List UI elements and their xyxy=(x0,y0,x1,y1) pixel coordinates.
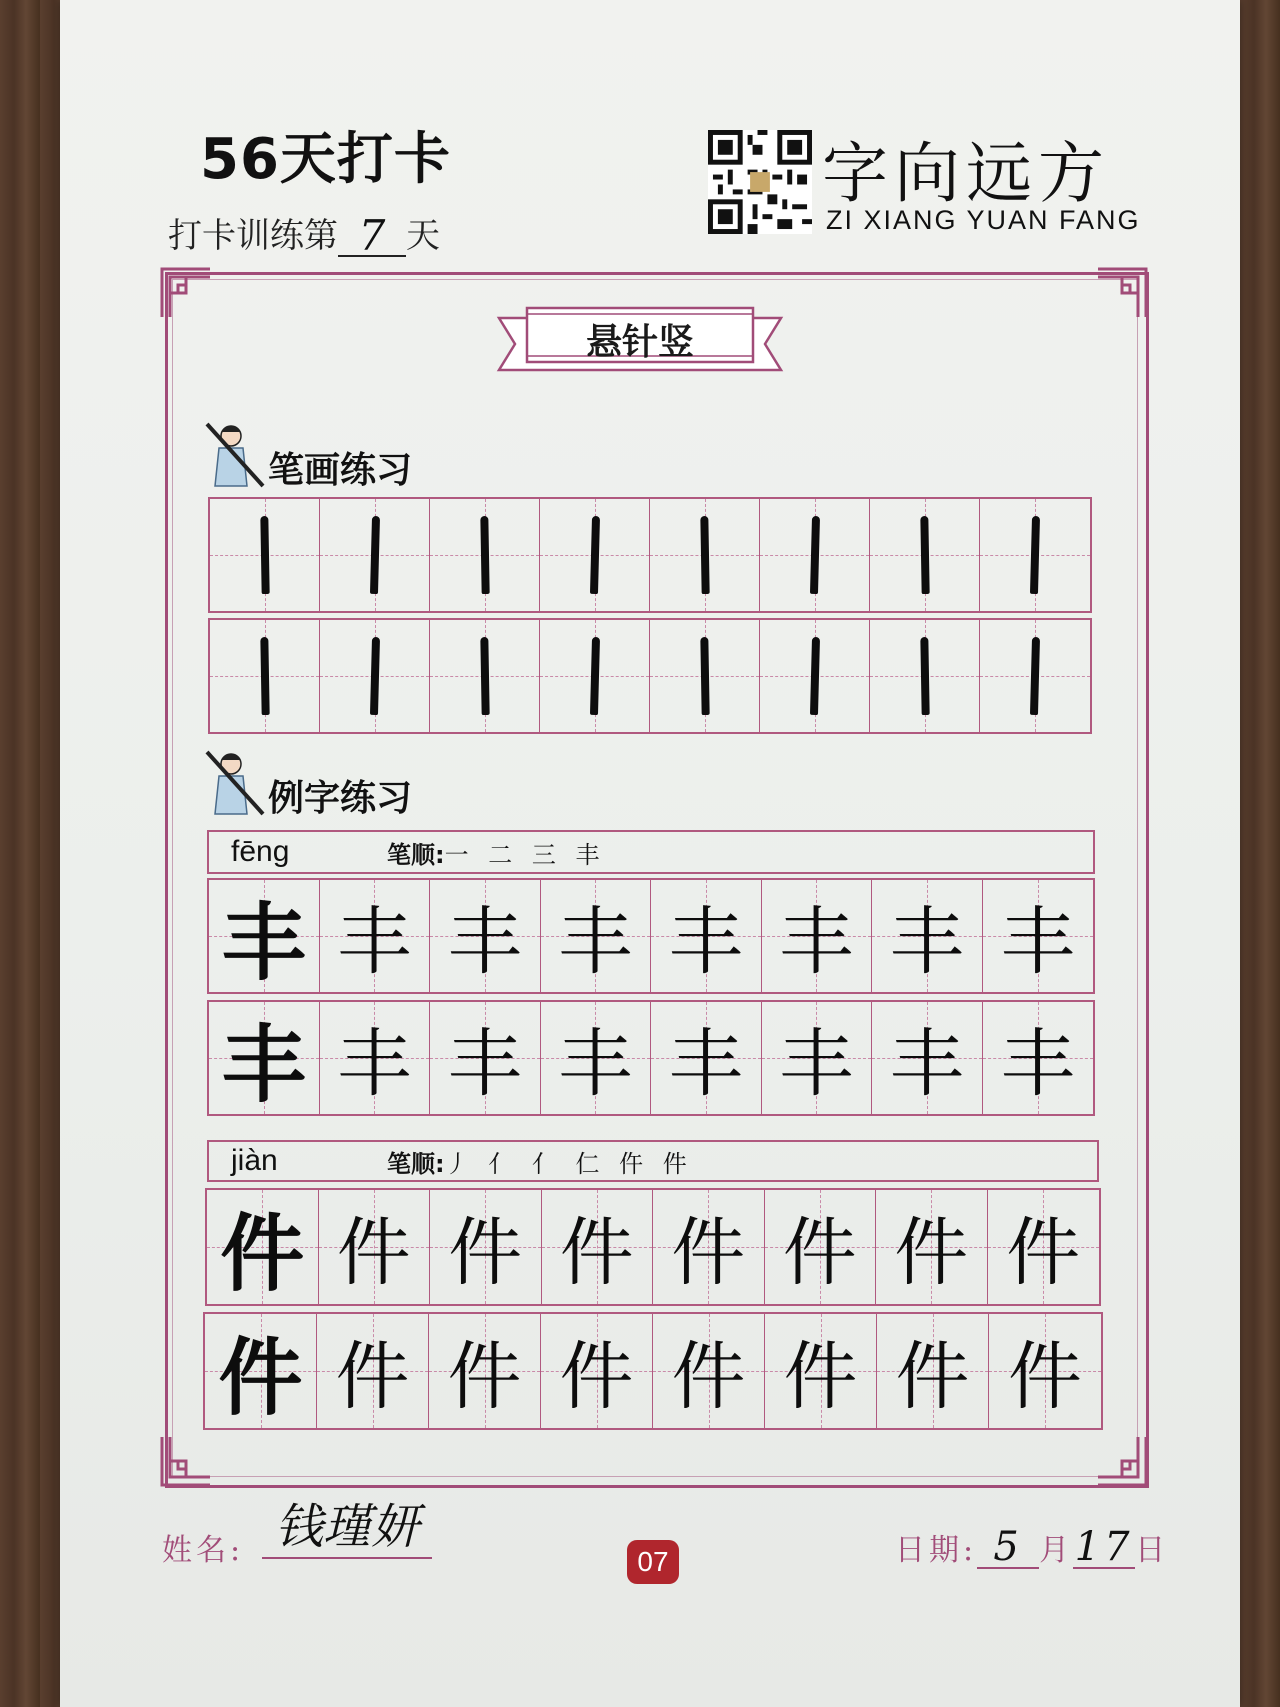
handwritten-character: 件 xyxy=(1008,1334,1082,1420)
handwritten-character: 丰 xyxy=(337,899,412,985)
practice-cell xyxy=(210,499,320,611)
handwritten-stroke xyxy=(320,499,429,611)
date-label: 日期: xyxy=(895,1533,978,1568)
brand-logo: 字向远方 xyxy=(822,135,1110,212)
stroke-order-label: 笔顺: xyxy=(387,840,445,869)
handwritten-character: 件 xyxy=(895,1334,970,1420)
vertical-stroke-mark xyxy=(1030,637,1040,715)
practice-cell xyxy=(877,1314,989,1428)
qr-code-icon xyxy=(708,130,812,234)
handwritten-character: 丰 xyxy=(779,1021,854,1107)
name-value: 钱瑾妍 xyxy=(262,1488,432,1559)
handwritten-character: 件 xyxy=(894,1210,969,1296)
practice-cell xyxy=(320,880,431,992)
vertical-stroke-mark xyxy=(369,516,379,594)
vertical-stroke-mark xyxy=(1030,516,1040,594)
corner-ornament-icon xyxy=(160,267,212,319)
practice-cell xyxy=(980,620,1090,732)
handwritten-stroke xyxy=(430,499,539,611)
handwritten-character: 丰 xyxy=(889,1021,964,1107)
practice-cell xyxy=(870,620,980,732)
practice-cell xyxy=(650,499,760,611)
handwritten-character: 件 xyxy=(1006,1210,1081,1296)
practice-cell xyxy=(765,1314,877,1428)
character-practice-row xyxy=(205,1188,1101,1306)
character-practice-row xyxy=(207,1000,1095,1116)
day-number: 7 xyxy=(338,217,406,257)
day-suffix: 天 xyxy=(406,216,440,256)
handwritten-character: 丰 xyxy=(1000,899,1075,985)
handwritten-character: 件 xyxy=(448,1210,523,1296)
practice-cell xyxy=(989,1314,1101,1428)
handwritten-stroke xyxy=(540,499,649,611)
corner-ornament-icon xyxy=(1096,1435,1148,1487)
handwritten-character: 件 xyxy=(782,1210,857,1296)
vertical-stroke-mark xyxy=(809,637,819,715)
practice-cell xyxy=(540,499,650,611)
handwritten-character: 件 xyxy=(671,1210,746,1296)
practice-cell xyxy=(209,880,320,992)
handwritten-stroke xyxy=(320,620,429,732)
vertical-stroke-mark xyxy=(700,637,709,715)
character-info-bar xyxy=(207,830,1095,874)
handwritten-stroke xyxy=(650,499,759,611)
practice-cell xyxy=(430,1190,542,1304)
handwritten-character: 丰 xyxy=(337,1021,412,1107)
date-month: 5 xyxy=(977,1527,1039,1569)
handwritten-character: 丰 xyxy=(558,1021,633,1107)
scholar-with-brush-icon xyxy=(205,420,267,492)
handwritten-character: 件 xyxy=(218,1327,303,1427)
corner-ornament-icon xyxy=(1096,267,1148,319)
stroke-order-label: 笔顺: xyxy=(387,1149,445,1178)
brand-english: ZI XIANG YUAN FANG xyxy=(826,205,1141,235)
handwritten-character: 丰 xyxy=(221,892,306,992)
vertical-stroke-mark xyxy=(369,637,379,715)
handwritten-character: 件 xyxy=(559,1210,634,1296)
pinyin-label: fēng xyxy=(231,835,290,868)
practice-cell xyxy=(320,499,430,611)
example-practice-title: 例字练习 xyxy=(268,778,413,819)
practice-cell xyxy=(765,1190,877,1304)
handwritten-character: 丰 xyxy=(221,1014,306,1114)
scholar-with-brush-icon xyxy=(205,748,267,820)
corner-ornament-icon xyxy=(160,1435,212,1487)
practice-cell xyxy=(760,620,870,732)
practice-cell xyxy=(762,1002,873,1114)
day-prefix: 打卡训练第 xyxy=(168,216,338,256)
handwritten-character: 件 xyxy=(783,1334,858,1420)
practice-cell xyxy=(653,1314,765,1428)
practice-cell xyxy=(651,1002,762,1114)
handwritten-character: 件 xyxy=(335,1334,410,1420)
handwritten-character: 丰 xyxy=(447,899,522,985)
handwritten-stroke xyxy=(430,620,539,732)
date-day-unit: 日 xyxy=(1135,1533,1170,1568)
handwritten-character: 丰 xyxy=(668,899,743,985)
handwritten-character: 丰 xyxy=(1000,1021,1075,1107)
practice-cell xyxy=(430,880,541,992)
handwritten-character: 件 xyxy=(336,1210,411,1296)
practice-cell xyxy=(872,880,983,992)
date-month-unit: 月 xyxy=(1039,1533,1074,1568)
handwritten-character: 件 xyxy=(447,1334,522,1420)
practice-cell xyxy=(430,1002,541,1114)
character-info-bar xyxy=(207,1140,1099,1182)
handwritten-character: 件 xyxy=(559,1334,634,1420)
vertical-stroke-mark xyxy=(809,516,819,594)
handwritten-stroke xyxy=(760,499,869,611)
practice-cell xyxy=(430,620,540,732)
practice-cell xyxy=(762,880,873,992)
practice-cell xyxy=(650,620,760,732)
practice-cell xyxy=(207,1190,319,1304)
vertical-stroke-mark xyxy=(260,637,269,715)
practice-cell xyxy=(541,880,652,992)
handwritten-character: 丰 xyxy=(889,899,964,985)
stroke-order-sequence: 丿 亻 亻 仁 仵 件 xyxy=(444,1149,693,1178)
day-counter xyxy=(168,208,440,260)
vertical-stroke-mark xyxy=(920,516,929,594)
pinyin-label: jiàn xyxy=(231,1144,278,1177)
character-practice-row xyxy=(203,1312,1103,1430)
practice-cell xyxy=(320,1002,431,1114)
stroke-practice-row xyxy=(208,497,1092,613)
date-field xyxy=(895,1525,1169,1569)
practice-cell xyxy=(653,1190,765,1304)
stroke-order-sequence: 一 二 三 丰 xyxy=(444,840,606,869)
practice-cell xyxy=(317,1314,429,1428)
vertical-stroke-mark xyxy=(480,516,489,594)
stroke-practice-title: 笔画练习 xyxy=(268,450,413,491)
vertical-stroke-mark xyxy=(920,637,929,715)
practice-cell xyxy=(542,1190,654,1304)
handwritten-stroke xyxy=(210,620,319,732)
practice-cell xyxy=(983,1002,1094,1114)
handwritten-stroke xyxy=(540,620,649,732)
practice-cell xyxy=(430,499,540,611)
practice-cell xyxy=(541,1002,652,1114)
vertical-stroke-mark xyxy=(589,516,599,594)
handwritten-stroke xyxy=(870,620,979,732)
practice-cell xyxy=(320,620,430,732)
practice-cell xyxy=(870,499,980,611)
vertical-stroke-mark xyxy=(589,637,599,715)
handwritten-stroke xyxy=(980,620,1090,732)
vertical-stroke-mark xyxy=(480,637,489,715)
stroke-name-banner: 悬针竖 xyxy=(585,322,694,363)
practice-cell xyxy=(872,1002,983,1114)
practice-cell xyxy=(980,499,1090,611)
practice-cell xyxy=(651,880,762,992)
handwritten-stroke xyxy=(210,499,319,611)
practice-cell xyxy=(209,1002,320,1114)
name-label: 姓名: xyxy=(162,1533,245,1568)
handwritten-stroke xyxy=(870,499,979,611)
handwritten-character: 丰 xyxy=(558,899,633,985)
character-practice-row xyxy=(207,878,1095,994)
handwritten-character: 件 xyxy=(671,1334,746,1420)
practice-cell xyxy=(876,1190,988,1304)
practice-cell xyxy=(540,620,650,732)
handwritten-character: 丰 xyxy=(779,899,854,985)
vertical-stroke-mark xyxy=(260,516,269,594)
practice-cell xyxy=(205,1314,317,1428)
practice-cell xyxy=(210,620,320,732)
handwritten-stroke xyxy=(650,620,759,732)
handwritten-stroke xyxy=(980,499,1090,611)
practice-cell xyxy=(988,1190,1100,1304)
page-number-badge: 07 xyxy=(627,1540,679,1584)
handwritten-stroke xyxy=(760,620,869,732)
vertical-stroke-mark xyxy=(700,516,709,594)
handwritten-character: 件 xyxy=(220,1203,305,1303)
practice-cell xyxy=(541,1314,653,1428)
practice-cell xyxy=(760,499,870,611)
handwritten-character: 丰 xyxy=(668,1021,743,1107)
handwritten-character: 丰 xyxy=(447,1021,522,1107)
date-day: 17 xyxy=(1074,1524,1134,1570)
practice-cell xyxy=(983,880,1094,992)
practice-cell xyxy=(319,1190,431,1304)
page-title: 56天打卡 xyxy=(200,127,451,192)
stroke-practice-row xyxy=(208,618,1092,734)
practice-cell xyxy=(429,1314,541,1428)
